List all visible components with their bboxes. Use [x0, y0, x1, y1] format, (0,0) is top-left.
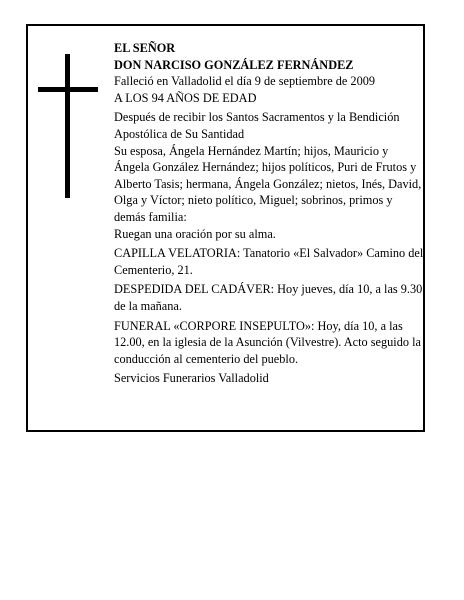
family-paragraph: Su esposa, Ángela Hernández Martín; hijos, Mauricio y Ángela González Hernández; hijos políticos, Puri de Frutos y Alberto Tasis; hermana, Ángela González; nietos, Inés, David, Olga y Víctor; nieto político, Miguel; sobrinos, primos y demás familia: — [114, 143, 422, 224]
age-line: A LOS 94 AÑOS DE EDAD — [114, 90, 257, 105]
obituary-notice — [26, 24, 425, 432]
notice-title: EL SEÑOR — [114, 41, 176, 55]
notice-body — [114, 40, 424, 387]
chapel-paragraph: CAPILLA VELATORIA: Tanatorio «El Salvador» Camino del Cementerio, 21. — [114, 246, 424, 277]
farewell-paragraph: DESPEDIDA DEL CADÁVER: Hoy jueves, día 10, a las 9.30 de la mañana. — [114, 282, 423, 313]
cross-icon — [38, 54, 98, 198]
cross-vertical-bar — [65, 54, 70, 198]
funeral-services-line: Servicios Funerarios Valladolid — [114, 371, 269, 386]
sacraments-paragraph: Después de recibir los Santos Sacramentos y la Bendición Apostólica de Su Santidad — [114, 110, 400, 141]
cross-horizontal-bar — [38, 87, 98, 92]
funeral-paragraph: FUNERAL «CORPORE INSEPULTO»: Hoy, día 10, a las 12.00, en la iglesia de la Asunción (Vilvestre). Acto seguido la conducción al cementerio del pueblo. — [114, 318, 421, 366]
prayer-line: Ruegan una oración por su alma. — [114, 226, 276, 241]
deceased-name: DON NARCISO GONZÁLEZ FERNÁNDEZ — [114, 57, 354, 72]
death-date-line: Falleció en Valladolid el día 9 de septiembre de 2009 — [114, 74, 376, 89]
